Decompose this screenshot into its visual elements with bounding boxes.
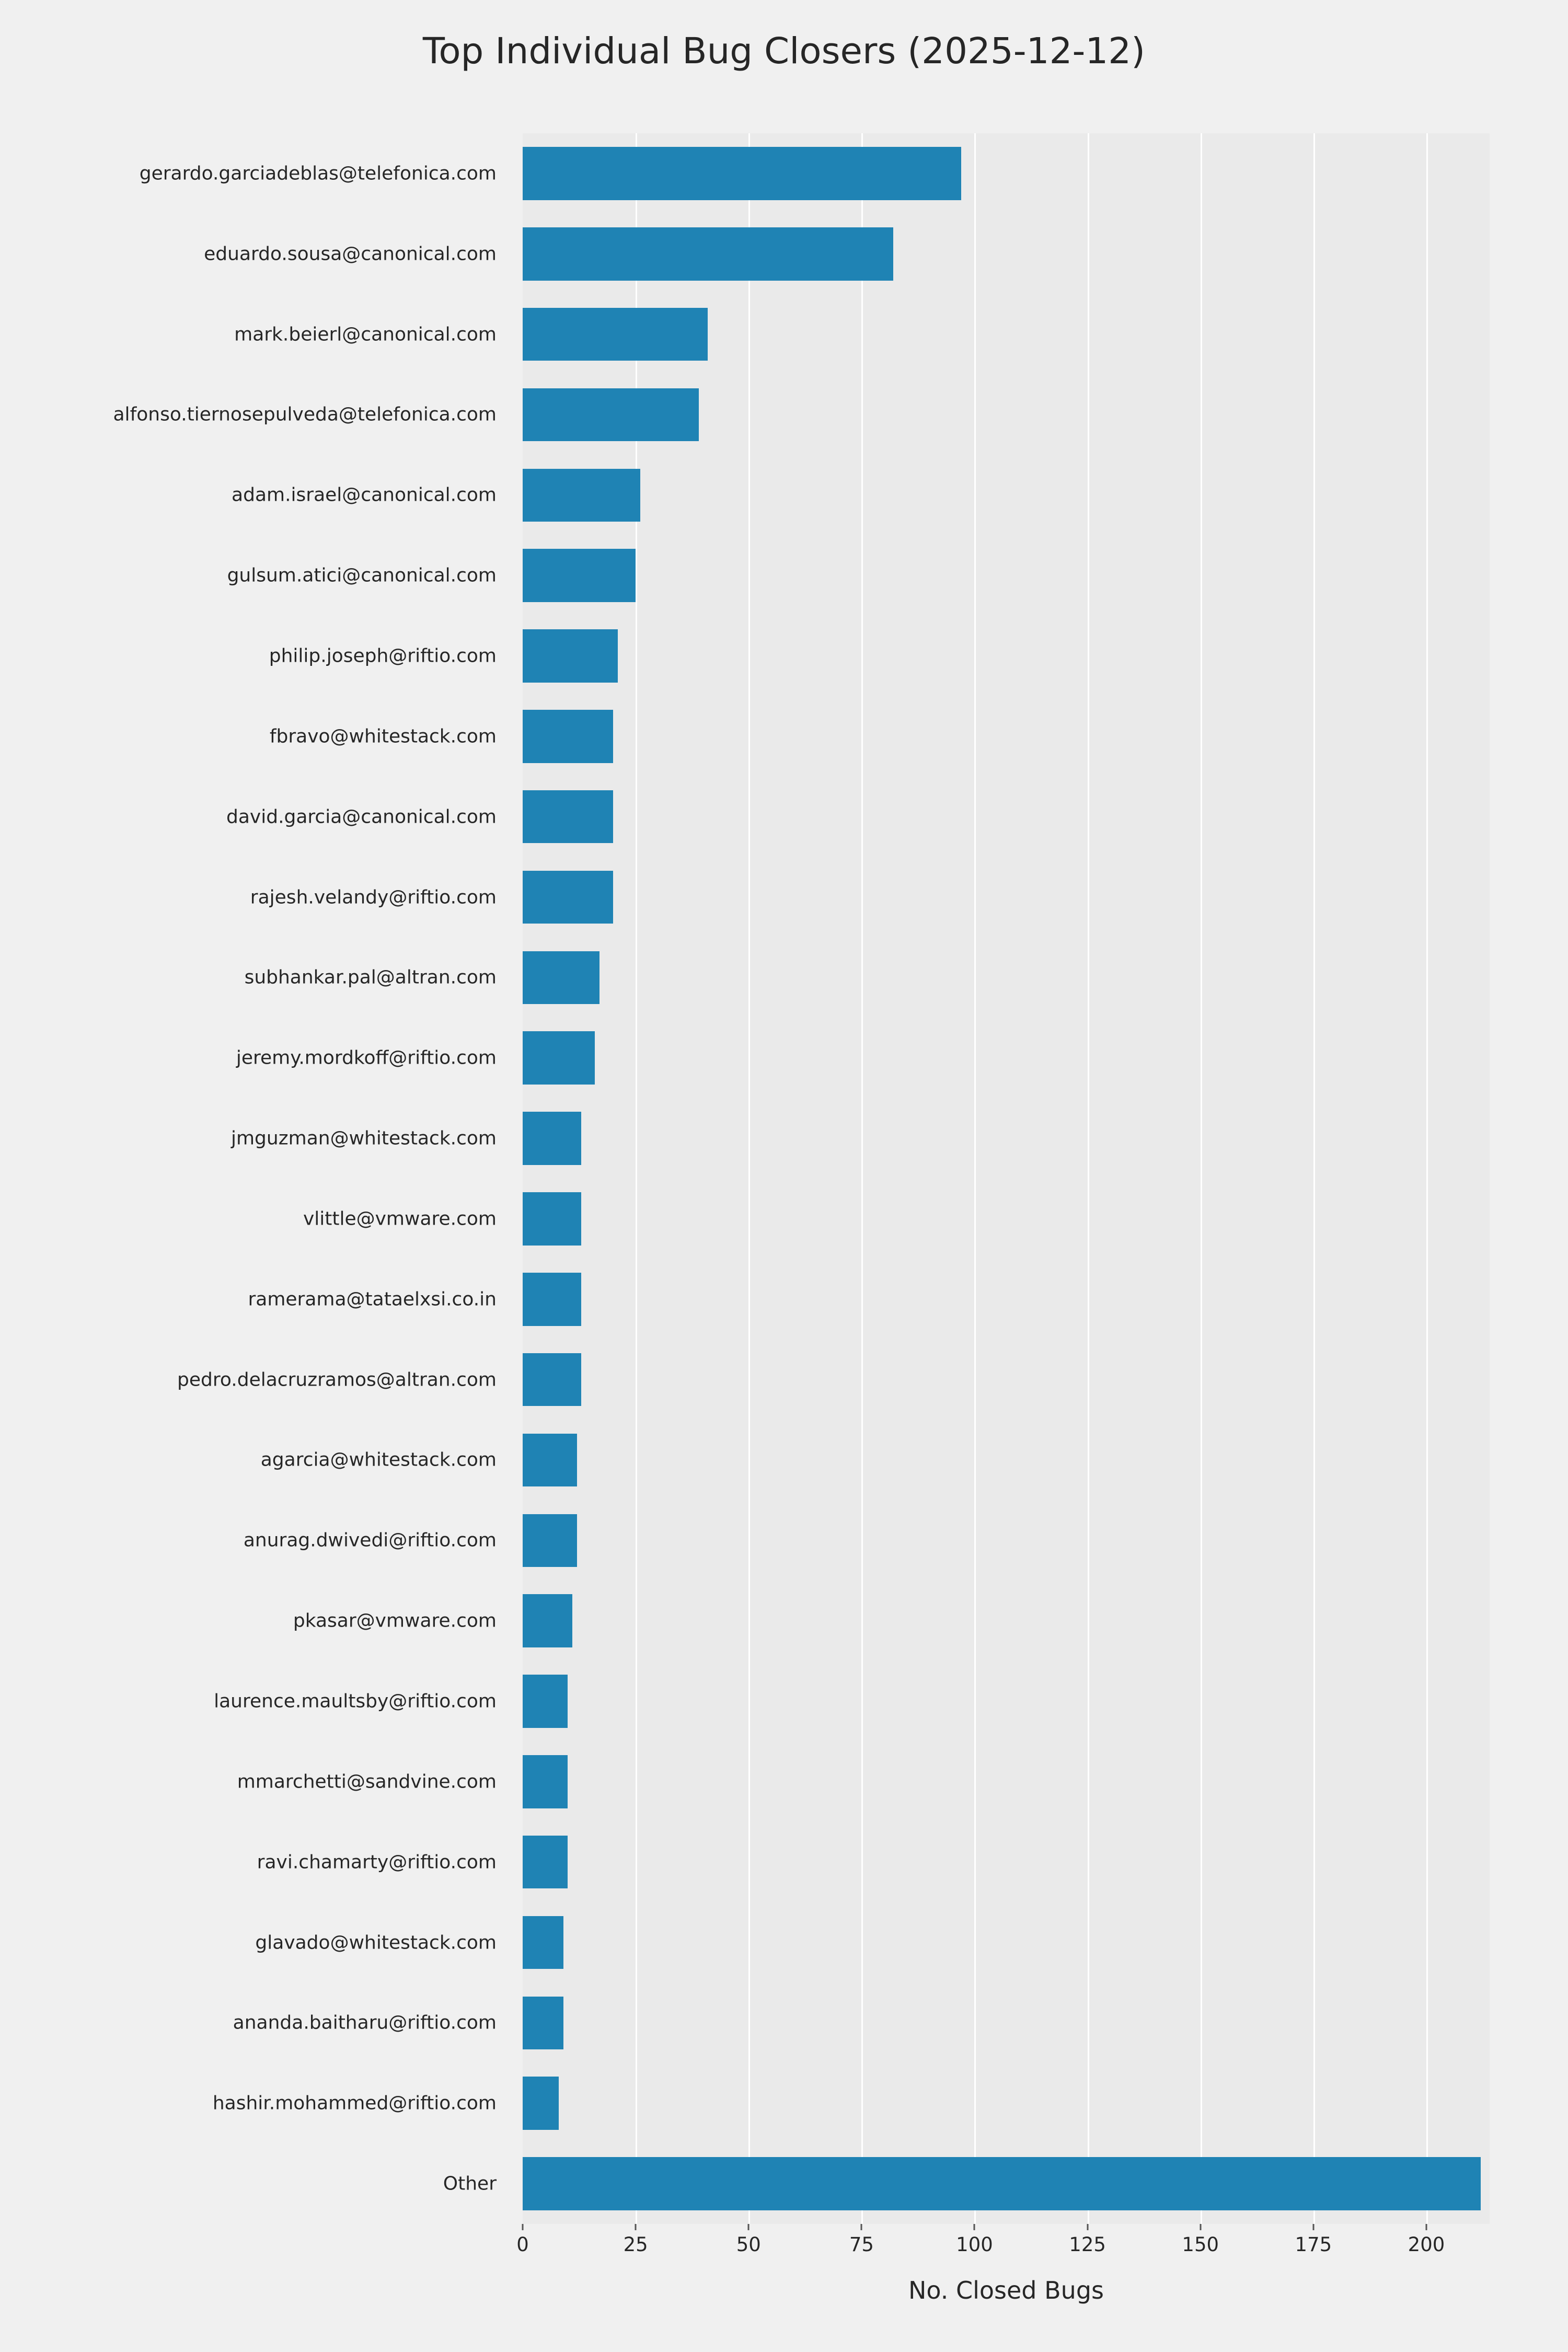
x-axis-label: No. Closed Bugs (908, 2276, 1104, 2304)
bar[interactable] (523, 469, 640, 522)
y-tick-label: mark.beierl@canonical.com (234, 324, 497, 345)
bars-layer (523, 133, 1490, 2224)
y-tick-label: agarcia@whitestack.com (260, 1449, 497, 1471)
bar[interactable] (523, 871, 613, 924)
y-tick-label: alfonso.tiernosepulveda@telefonica.com (113, 403, 497, 425)
x-tick-mark (861, 2224, 862, 2230)
x-tick-mark (1087, 2224, 1088, 2230)
bar[interactable] (523, 147, 961, 200)
x-tick-label: 100 (956, 2233, 993, 2256)
plot-area (523, 133, 1490, 2224)
x-tick-mark (522, 2224, 524, 2230)
y-tick-label: philip.joseph@riftio.com (269, 645, 497, 667)
bar[interactable] (523, 1594, 572, 1647)
y-tick-label: anurag.dwivedi@riftio.com (243, 1529, 497, 1551)
y-axis-tick-labels (0, 133, 510, 2224)
x-tick-label: 175 (1295, 2233, 1332, 2256)
bar[interactable] (523, 1112, 581, 1165)
y-tick-label: glavado@whitestack.com (255, 1932, 497, 1954)
y-tick-label: pkasar@vmware.com (293, 1610, 497, 1632)
y-tick-label: laurence.maultsby@riftio.com (214, 1690, 497, 1712)
y-tick-label: jeremy.mordkoff@riftio.com (236, 1047, 497, 1069)
bar[interactable] (523, 1273, 581, 1326)
y-tick-label: hashir.mohammed@riftio.com (212, 2092, 497, 2114)
y-tick-label: mmarchetti@sandvine.com (237, 1771, 497, 1793)
bar[interactable] (523, 2077, 559, 2130)
x-axis-tick-labels (516, 2224, 1490, 2261)
bar[interactable] (523, 1675, 568, 1728)
y-tick-label: fbravo@whitestack.com (269, 725, 497, 747)
x-tick-mark (1312, 2224, 1314, 2230)
bar[interactable] (523, 549, 636, 602)
y-tick-label: rajesh.velandy@riftio.com (250, 886, 497, 908)
x-tick-label: 50 (736, 2233, 761, 2256)
x-tick-mark (974, 2224, 975, 2230)
bar[interactable] (523, 2157, 1481, 2210)
bar[interactable] (523, 629, 618, 683)
bar[interactable] (523, 1755, 568, 1808)
bar[interactable] (523, 1514, 577, 1567)
y-tick-label: Other (443, 2173, 497, 2195)
x-tick-label: 200 (1408, 2233, 1445, 2256)
bar[interactable] (523, 790, 613, 844)
x-tick-label: 150 (1182, 2233, 1219, 2256)
y-tick-label: david.garcia@canonical.com (226, 806, 497, 828)
y-tick-label: ramerama@tataelxsi.co.in (248, 1288, 497, 1310)
bar[interactable] (523, 710, 613, 763)
y-tick-label: jmguzman@whitestack.com (230, 1127, 497, 1149)
bar[interactable] (523, 1434, 577, 1487)
bar[interactable] (523, 1997, 563, 2050)
bar[interactable] (523, 1031, 595, 1085)
x-tick-mark (635, 2224, 637, 2230)
bar[interactable] (523, 308, 708, 361)
y-tick-label: ravi.chamarty@riftio.com (257, 1851, 497, 1873)
bar[interactable] (523, 1836, 568, 1889)
y-tick-label: subhankar.pal@altran.com (244, 966, 497, 988)
x-tick-label: 125 (1069, 2233, 1106, 2256)
bar[interactable] (523, 951, 599, 1005)
x-tick-label: 25 (623, 2233, 648, 2256)
bar[interactable] (523, 1916, 563, 1969)
x-tick-mark (1200, 2224, 1201, 2230)
bar[interactable] (523, 1192, 581, 1246)
bar[interactable] (523, 1353, 581, 1406)
x-tick-label: 0 (516, 2233, 529, 2256)
y-tick-label: vlittle@vmware.com (303, 1208, 497, 1230)
y-tick-label: gulsum.atici@canonical.com (227, 564, 497, 586)
y-tick-label: gerardo.garciadeblas@telefonica.com (139, 163, 497, 185)
y-tick-label: ananda.baitharu@riftio.com (233, 2012, 497, 2034)
x-tick-mark (1425, 2224, 1427, 2230)
bar[interactable] (523, 388, 699, 442)
y-tick-label: adam.israel@canonical.com (232, 484, 497, 506)
x-tick-mark (748, 2224, 750, 2230)
bar[interactable] (523, 227, 893, 281)
y-tick-label: pedro.delacruzramos@altran.com (177, 1369, 497, 1391)
page-title: Top Individual Bug Closers (2025-12-12) (422, 30, 1146, 72)
x-tick-label: 75 (849, 2233, 874, 2256)
y-tick-label: eduardo.sousa@canonical.com (204, 243, 497, 265)
